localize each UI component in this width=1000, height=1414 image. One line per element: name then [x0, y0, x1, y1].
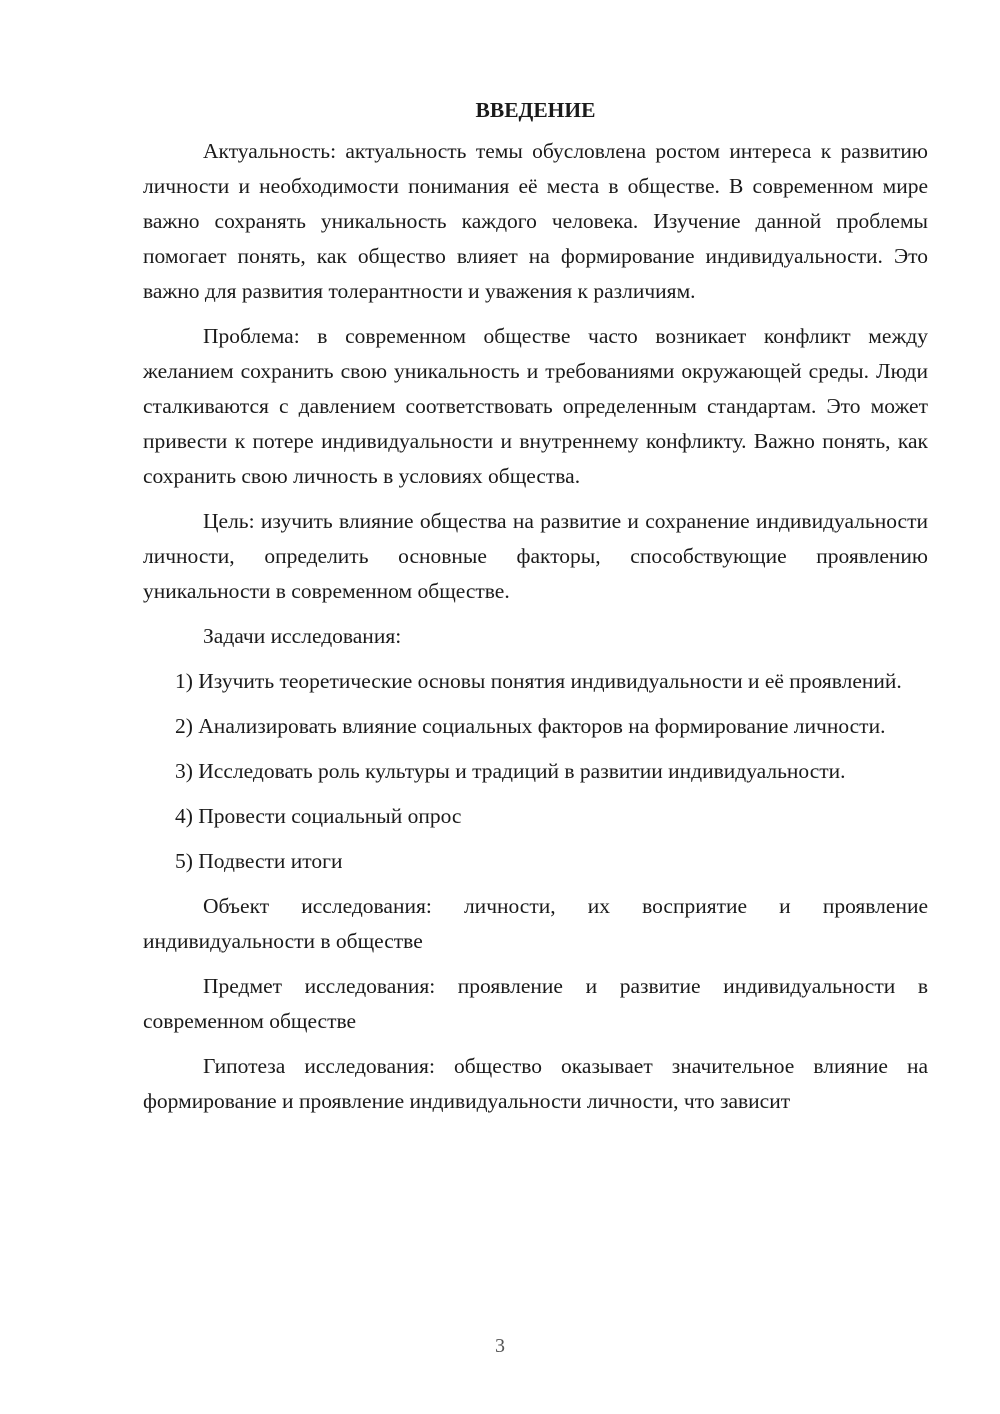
- task-item-4: 4) Провести социальный опрос: [175, 804, 462, 828]
- task-item-5: 5) Подвести итоги: [175, 849, 343, 873]
- paragraph-hypothesis: Гипотеза исследования: общество оказывает значительное влияние на формирование и проявление индивидуальности личности, что зависит: [143, 1054, 928, 1113]
- paragraph-tasks-heading: Задачи исследования:: [203, 624, 402, 648]
- task-item-3: 3) Исследовать роль культуры и традиций в развитии индивидуальности.: [175, 759, 846, 783]
- paragraph-problem: Проблема: в современном обществе часто возникает конфликт между желанием сохранить свою уникальность и требованиями окружающей среды. Люди сталкиваются с давлением соответствовать определенным стандартам. Это может привести к потере индивидуальности и внутреннему конфликту. Важно понять, как сохранить свою личность в условиях общества.: [143, 324, 928, 488]
- paragraph-object: Объект исследования: личности, их восприятие и проявление индивидуальности в обществе: [143, 894, 928, 953]
- paragraph-relevance: Актуальность: актуальность темы обусловлена ростом интереса к развитию личности и необходимости понимания её места в обществе. В современном мире важно сохранять уникальность каждого человека. Изучение данной проблемы помогает понять, как общество влияет на формирование индивидуальности. Это важно для развития толерантности и уважения к различиям.: [143, 139, 928, 303]
- section-title: ВВЕДЕНИЕ: [475, 98, 596, 122]
- paragraph-subject: Предмет исследования: проявление и развитие индивидуальности в современном обществе: [143, 974, 928, 1033]
- page-number: 3: [495, 1335, 505, 1357]
- task-item-1: 1) Изучить теоретические основы понятия индивидуальности и её проявлений.: [175, 669, 902, 693]
- page-content: [143, 93, 928, 1129]
- paragraph-goal: Цель: изучить влияние общества на развитие и сохранение индивидуальности личности, определить основные факторы, способствующие проявлению уникальности в современном обществе.: [143, 509, 928, 603]
- task-item-2: 2) Анализировать влияние социальных факторов на формирование личности.: [175, 714, 886, 738]
